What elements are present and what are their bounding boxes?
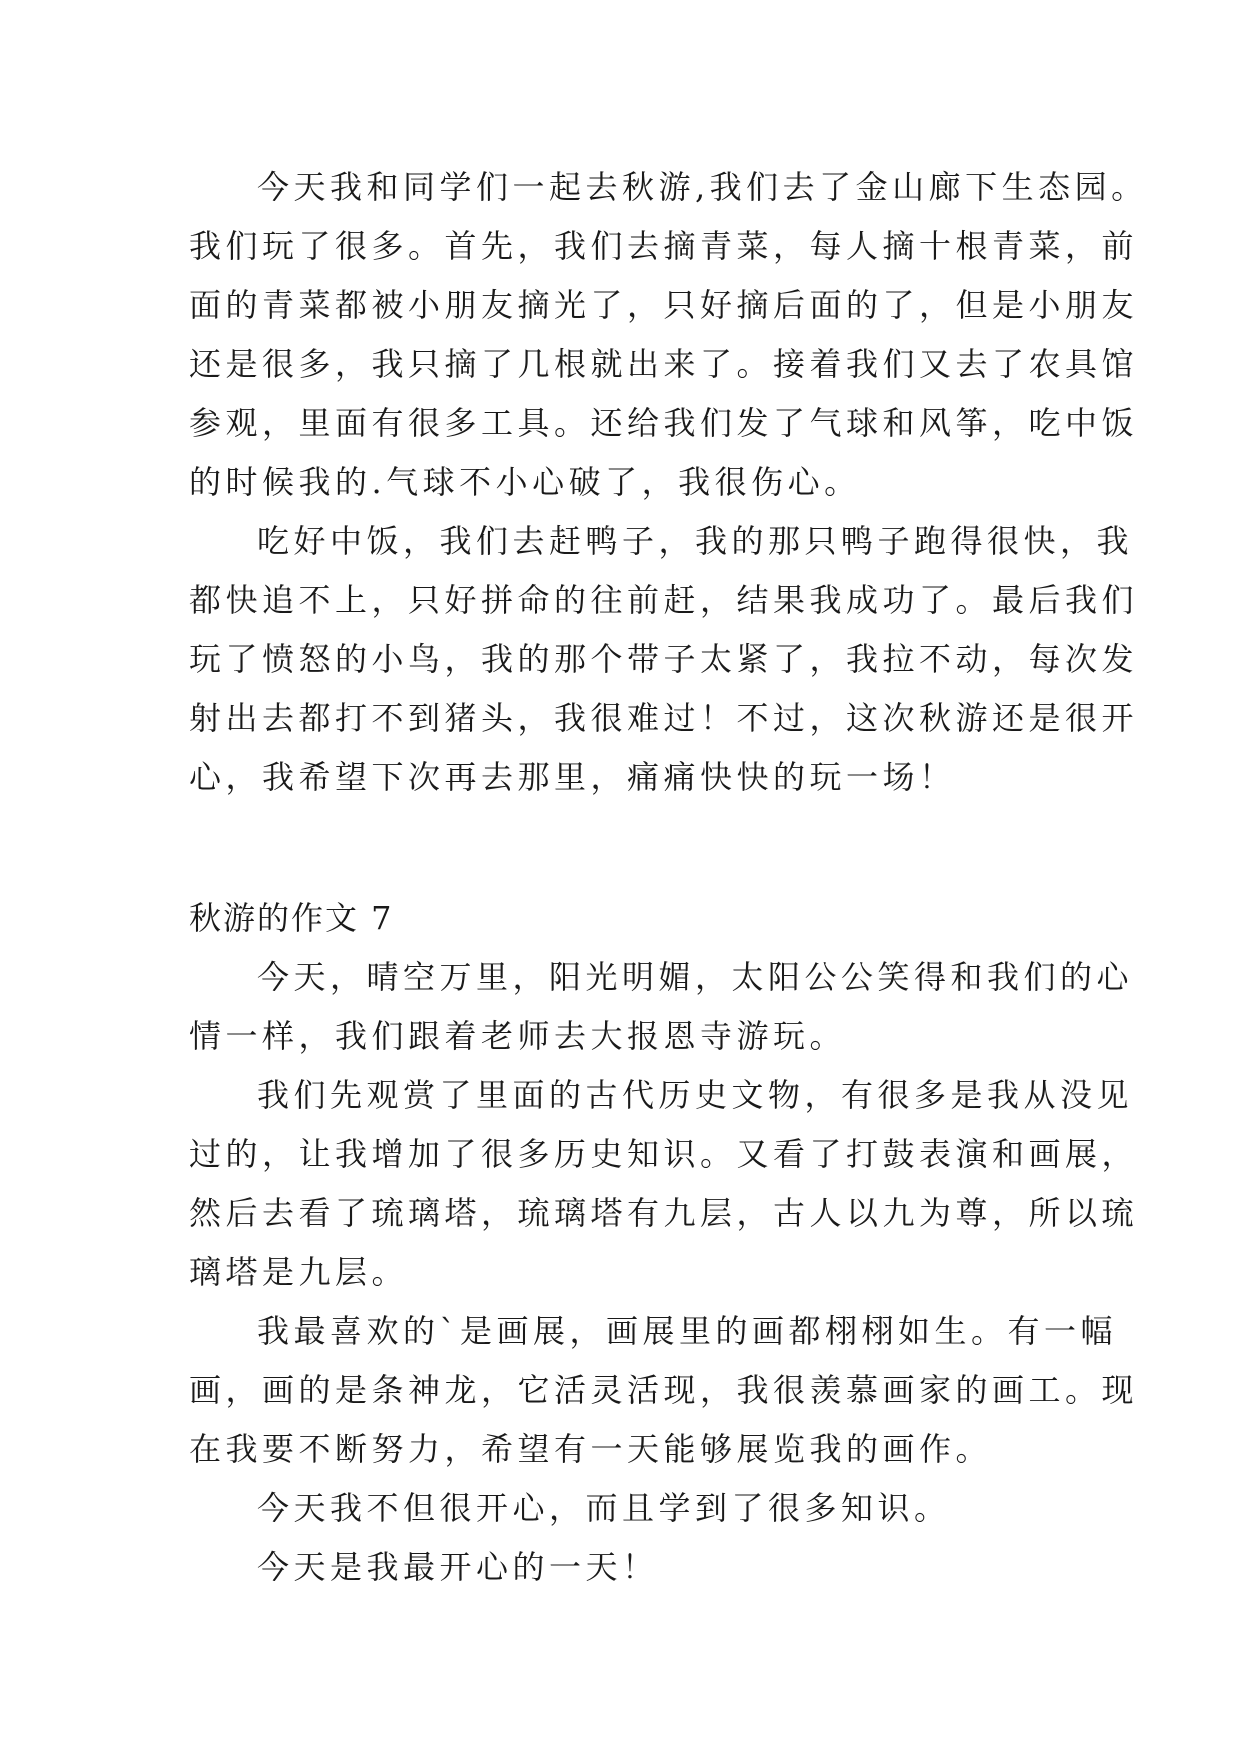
text-line: 还是很多，我只摘了几根就出来了。接着我们又去了农具馆 [189,345,1139,383]
text-line: 今天，晴空万里，阳光明媚，太阳公公笑得和我们的心 [257,958,1134,996]
text-line: 射出去都打不到猪头，我很难过！不过，这次秋游还是很开 [189,699,1139,737]
text-line: 我最喜欢的`是画展，画展里的画都栩栩如生。有一幅 [257,1312,1118,1350]
text-line: 今天我不但很开心，而且学到了很多知识。 [257,1489,951,1527]
text-line: 心，我希望下次再去那里，痛痛快快的玩一场！ [189,758,956,796]
text-line: 的时候我的.气球不小心破了，我很伤心。 [189,463,861,501]
section-heading: 秋游的作文 7 [189,899,394,937]
text-line: 今天是我最开心的一天！ [257,1548,659,1586]
document-body [189,158,1148,1597]
text-line: 情一样，我们跟着老师去大报恩寺游玩。 [189,1017,847,1055]
text-line: 参观，里面有很多工具。还给我们发了气球和风筝，吃中饭 [189,404,1139,442]
paragraph [189,158,1148,512]
text-line: 画，画的是条神龙，它活灵活现，我很羡慕画家的画工。现 [189,1371,1139,1409]
paragraph [189,1538,1089,1597]
text-line: 吃好中饭，我们去赶鸭子，我的那只鸭子跑得很快，我 [257,522,1134,560]
text-line: 璃塔是九层。 [189,1253,409,1291]
text-line: 过的，让我增加了很多历史知识。又看了打鼓表演和画展， [189,1135,1139,1173]
text-line: 我们先观赏了里面的古代历史文物，有很多是我从没见 [257,1076,1134,1114]
paragraph [189,512,1139,807]
text-line: 面的青菜都被小朋友摘光了，只好摘后面的了，但是小朋友 [189,286,1139,324]
text-line: 我们玩了很多。首先，我们去摘青菜，每人摘十根青菜，前 [189,227,1139,265]
text-line: 然后去看了琉璃塔，琉璃塔有九层，古人以九为尊，所以琉 [189,1194,1139,1232]
text-line: 在我要不断努力，希望有一天能够展览我的画作。 [189,1430,993,1468]
paragraph [189,1066,1139,1302]
section-spacer [189,807,1089,889]
text-line: 今天我和同学们一起去秋游,我们去了金山廊下生态园。 [257,168,1148,206]
text-line: 玩了愤怒的小鸟，我的那个带子太紧了，我拉不动，每次发 [189,640,1139,678]
text-line: 都快追不上，只好拼命的往前赶，结果我成功了。最后我们 [189,581,1139,619]
paragraph [189,1302,1139,1479]
paragraph [189,1479,1089,1538]
paragraph [189,948,1134,1066]
